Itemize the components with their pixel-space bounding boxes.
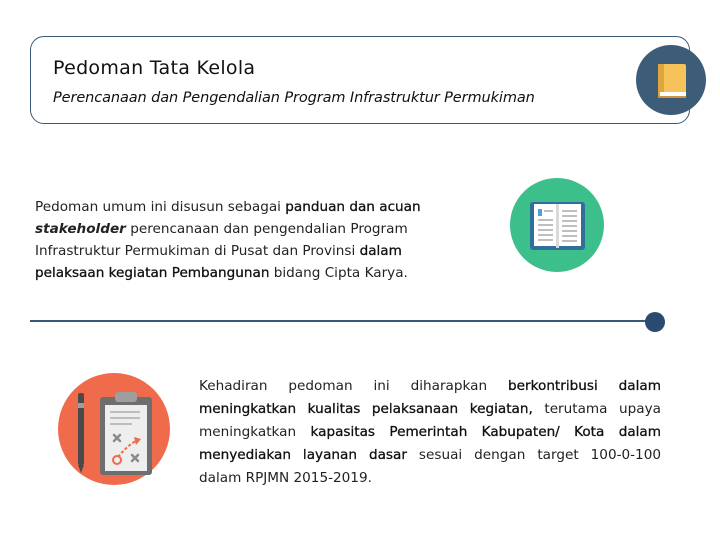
closing-paragraph xyxy=(199,375,661,490)
closing-bold-1: berkontribusi dalam meningkatkan kualitas pelaksanaan kegiatan, xyxy=(199,378,661,417)
title-banner xyxy=(30,36,690,124)
open-book-icon xyxy=(510,178,604,272)
closing-text-1: Kehadiran pedoman ini diharapkan xyxy=(199,378,509,394)
intro-paragraph xyxy=(35,196,467,284)
clipboard-strategy-icon xyxy=(58,373,170,485)
book-icon xyxy=(636,45,706,115)
section-divider xyxy=(30,320,654,322)
closing-bold-2: kapasitas Pemerintah Kabupaten/ Kota dalam menyediakan layanan dasar xyxy=(199,424,661,463)
closing-text-2: terutama upaya meningkatkan xyxy=(199,401,661,440)
intro-text-4: bidang Cipta Karya. xyxy=(269,265,408,281)
intro-bold-2: dalam pelaksaan kegiatan Pembangunan xyxy=(35,243,402,281)
page-subtitle: Perencanaan dan Pengendalian Program Infrastruktur Permukiman xyxy=(53,90,535,106)
intro-text-1: Pedoman umum ini disusun sebagai xyxy=(35,199,286,215)
divider-dot xyxy=(645,312,665,332)
intro-bold-1: panduan dan acuan xyxy=(285,199,421,215)
intro-italic: stakeholder xyxy=(35,221,126,237)
page-title: Pedoman Tata Kelola xyxy=(53,57,256,79)
closing-text-3: sesuai dengan target 100-0-100 dalam RPJMN 2015-2019. xyxy=(199,447,662,486)
intro-text-3: perencanaan dan pengendalian Program Infrastruktur Permukiman di Pusat dan Provinsi xyxy=(35,221,408,259)
